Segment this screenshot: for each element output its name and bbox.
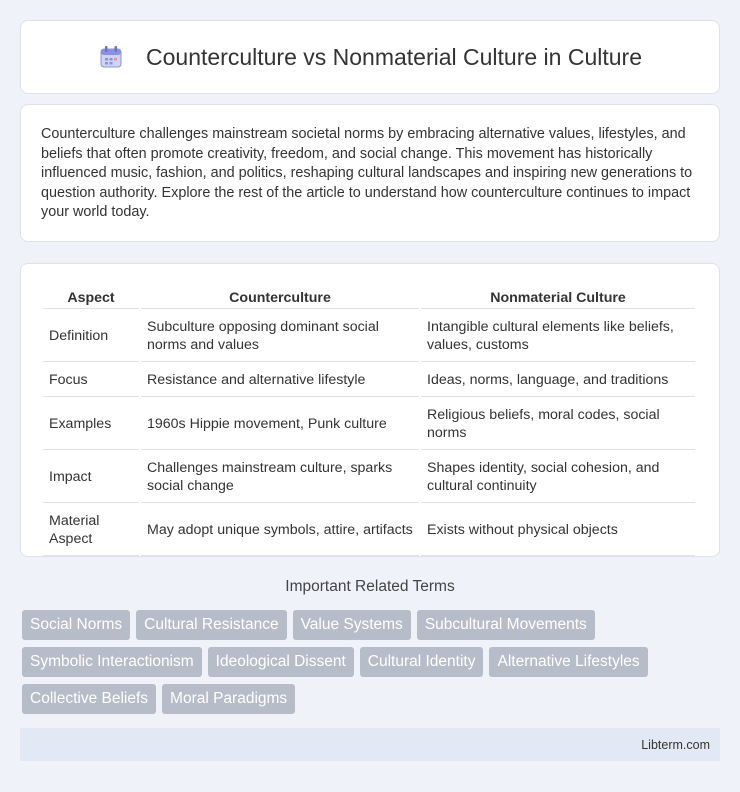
comparison-table	[41, 284, 697, 558]
table-row	[43, 399, 695, 450]
footer	[20, 728, 720, 761]
related-terms-tags	[22, 610, 722, 714]
row-aspect: Examples	[43, 399, 139, 450]
row-aspect: Definition	[43, 311, 139, 362]
row-nonmaterial: Ideas, norms, language, and traditions	[421, 364, 695, 397]
tag-cultural-identity[interactable]: Cultural Identity	[360, 647, 484, 677]
related-terms-title: Important Related Terms	[285, 578, 455, 595]
intro-card	[20, 104, 720, 242]
tag-cultural-resistance[interactable]: Cultural Resistance	[136, 610, 286, 640]
row-nonmaterial: Exists without physical objects	[421, 505, 695, 556]
page-title: Counterculture vs Nonmaterial Culture in Culture	[146, 43, 642, 70]
row-aspect: Material Aspect	[43, 505, 139, 556]
row-counterculture: Challenges mainstream culture, sparks social change	[141, 452, 419, 503]
header-counterculture: Counterculture	[141, 286, 419, 309]
row-aspect: Focus	[43, 364, 139, 397]
row-counterculture: Subculture opposing dominant social norms and values	[141, 311, 419, 362]
tag-social-norms[interactable]: Social Norms	[22, 610, 130, 640]
tag-subcultural-movements[interactable]: Subcultural Movements	[417, 610, 595, 640]
intro-text: Counterculture challenges mainstream societal norms by embracing alternative values, lifestyles, and beliefs that often promote creativity, freedom, and social change. This movement has historically influenced music, fashion, and politics, reshaping cultural landscapes and inspiring new generations to question authority. Explore the rest of the article to understand how counterculture continues to impact your world today.	[41, 126, 693, 220]
title-card	[20, 20, 720, 94]
row-nonmaterial: Religious beliefs, moral codes, social norms	[421, 399, 695, 450]
row-counterculture: May adopt unique symbols, attire, artifacts	[141, 505, 419, 556]
table-header-row	[43, 286, 695, 309]
tag-moral-paradigms[interactable]: Moral Paradigms	[162, 684, 295, 714]
table-row	[43, 505, 695, 556]
row-nonmaterial: Shapes identity, social cohesion, and cultural continuity	[421, 452, 695, 503]
comparison-table-card	[20, 263, 720, 557]
header-aspect: Aspect	[43, 286, 139, 309]
header-nonmaterial-culture: Nonmaterial Culture	[421, 286, 695, 309]
row-counterculture: Resistance and alternative lifestyle	[141, 364, 419, 397]
tag-collective-beliefs[interactable]: Collective Beliefs	[22, 684, 156, 714]
tag-alternative-lifestyles[interactable]: Alternative Lifestyles	[489, 647, 647, 677]
tag-value-systems[interactable]: Value Systems	[293, 610, 411, 640]
row-nonmaterial: Intangible cultural elements like beliefs, values, customs	[421, 311, 695, 362]
footer-site-link[interactable]: Libterm.com	[641, 737, 710, 752]
table-row	[43, 452, 695, 503]
row-counterculture: 1960s Hippie movement, Punk culture	[141, 399, 419, 450]
table-row	[43, 364, 695, 397]
table-row	[43, 311, 695, 362]
row-aspect: Impact	[43, 452, 139, 503]
calendar-icon	[98, 44, 124, 70]
tag-symbolic-interactionism[interactable]: Symbolic Interactionism	[22, 647, 202, 677]
tag-ideological-dissent[interactable]: Ideological Dissent	[208, 647, 354, 677]
